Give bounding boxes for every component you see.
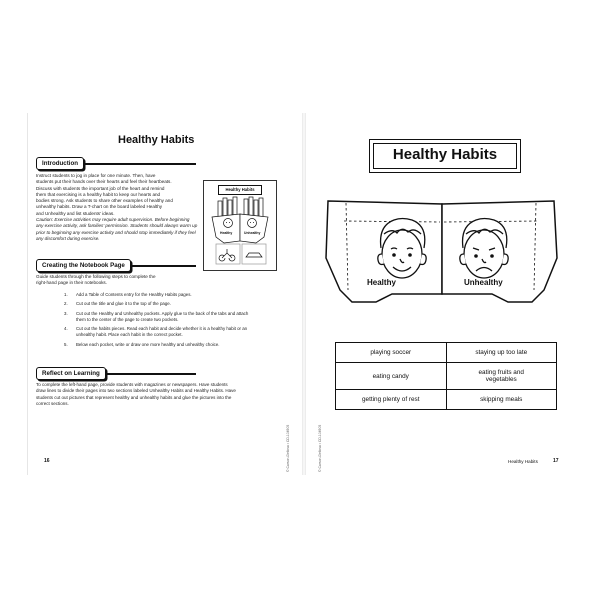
step-number: 4. <box>64 326 68 332</box>
notebook-thumbnail <box>203 180 277 271</box>
thumbnail-title: Healthy Habits <box>218 185 262 195</box>
caution-line: any discomfort during exercise. <box>36 235 100 241</box>
sad-face-eye <box>490 254 494 258</box>
caution-line: prior to beginning any exercise activity and should stop immediately if they feel <box>36 229 196 235</box>
right-page-title: Healthy Habits <box>373 143 517 169</box>
unhealthy-pocket-label: Unhealthy <box>464 278 503 287</box>
title-banner <box>369 139 521 173</box>
habit-card[interactable] <box>446 363 557 390</box>
table-row <box>336 390 557 410</box>
step-item <box>64 311 296 323</box>
thumbnail-left-pocket <box>212 214 240 243</box>
table-row <box>336 343 557 363</box>
text-line: Instruct students to jog in place for one minute. Then, have <box>36 173 156 178</box>
caution-line: any exercise activity, ask families’ permission. Students should always warm up <box>36 223 198 229</box>
habit-card[interactable]: getting plenty of rest <box>336 390 447 410</box>
text-line: right-hand page in their notebooks. <box>36 280 107 286</box>
step-line: Below each pocket, write or draw one more healthy and unhealthy choice. <box>76 341 220 347</box>
thumbnail-right-pocket <box>240 214 268 243</box>
step-item <box>64 292 296 298</box>
right-page-number: 17 <box>553 458 559 464</box>
text-line: draw lines to divide their pages into two sections labeled Unhealthy Habits and Healthy Habits. Have <box>36 388 236 394</box>
text-line: students cut out pictures that represent healthy and unhealthy habits and glue the pictures into the <box>36 394 232 400</box>
thumbnail-happy-face <box>224 219 233 228</box>
habit-card[interactable]: staying up too late <box>446 343 557 363</box>
thumbnail-sad-face <box>248 219 257 228</box>
healthy-pocket-label: Healthy <box>367 278 396 287</box>
left-page-title: Healthy Habits <box>118 134 195 146</box>
creating-intro <box>36 274 226 287</box>
step-line: Cut out the title and glue it to the top of the page. <box>76 301 171 307</box>
step-item <box>64 301 296 307</box>
step-number: 5. <box>64 341 68 347</box>
step-item <box>64 326 296 338</box>
left-page-number: 16 <box>44 458 50 464</box>
step-line: them to the center of the page to create two pockets. <box>76 316 179 322</box>
text-line: Guide students through the following steps to complete the <box>36 274 156 279</box>
thumbnail-healthy-label: Healthy <box>220 231 233 235</box>
text-line: students put their hands over their hearts and feel their heartbeats. <box>36 179 172 185</box>
habits-cutout-table <box>335 342 557 410</box>
text-line: Discuss with students the important job of the heart and remind <box>36 185 165 191</box>
text-line: To complete the left-hand page, provide students with magazines or newspapers. Have students <box>36 382 228 387</box>
text-line: and Unhealthy and list students’ ideas. <box>36 210 115 216</box>
step-line: Cut out the Healthy and Unhealthy pockets. Apply glue to the back of the tabs and attach <box>76 310 249 316</box>
left-copyright: © Carson-Dellosa • CD-104905 <box>286 424 290 472</box>
habit-card[interactable]: playing soccer <box>336 343 447 363</box>
table-row <box>336 363 557 390</box>
thumbnail-drawing <box>204 181 276 270</box>
step-number: 1. <box>64 292 68 297</box>
step-item <box>64 342 296 348</box>
sad-face-eye <box>474 254 478 258</box>
creating-heading: Creating the Notebook Page <box>36 259 131 272</box>
reflect-text <box>36 382 298 407</box>
step-number: 2. <box>64 301 68 307</box>
step-number: 3. <box>64 310 68 316</box>
habit-card[interactable]: skipping meals <box>446 390 557 410</box>
step-line: Add a Table of Contents entry for the Healthy Habits pages. <box>76 292 192 297</box>
habit-card-text: eating fruits and vegetables <box>478 369 524 383</box>
introduction-text <box>36 173 201 242</box>
happy-face-eye <box>408 253 412 257</box>
sad-face-head <box>464 230 504 278</box>
habit-card[interactable]: eating candy <box>336 363 447 390</box>
text-line: correct sections. <box>36 400 69 406</box>
text-line: bodies strong. Ask students to share other examples of healthy and <box>36 198 173 204</box>
right-footer-title: Healthy Habits <box>508 459 538 464</box>
steps-list <box>64 292 296 351</box>
text-line: unhealthy habits. Draw a T-chart on the board labeled Healthy <box>36 204 163 210</box>
reflect-heading: Reflect on Learning <box>36 367 106 380</box>
happy-face-eye <box>392 253 396 257</box>
step-line: Cut out the habits pieces. Read each habit and decide whether it is a healthy habit or an <box>76 326 248 332</box>
pockets-graphic <box>304 176 572 346</box>
right-copyright: © Carson-Dellosa • CD-104905 <box>318 424 322 472</box>
introduction-heading: Introduction <box>36 157 84 170</box>
step-line: unhealthy habit. Place each habit in the correct pocket. <box>76 332 183 338</box>
thumbnail-unhealthy-label: Unhealthy <box>244 231 261 235</box>
text-line: them that exercising is a healthy habit to keep our hearts and <box>36 191 161 197</box>
couch-shape <box>246 253 262 257</box>
caution-line: Caution: Exercise activities may require adult supervision. Before beginning <box>36 217 190 223</box>
